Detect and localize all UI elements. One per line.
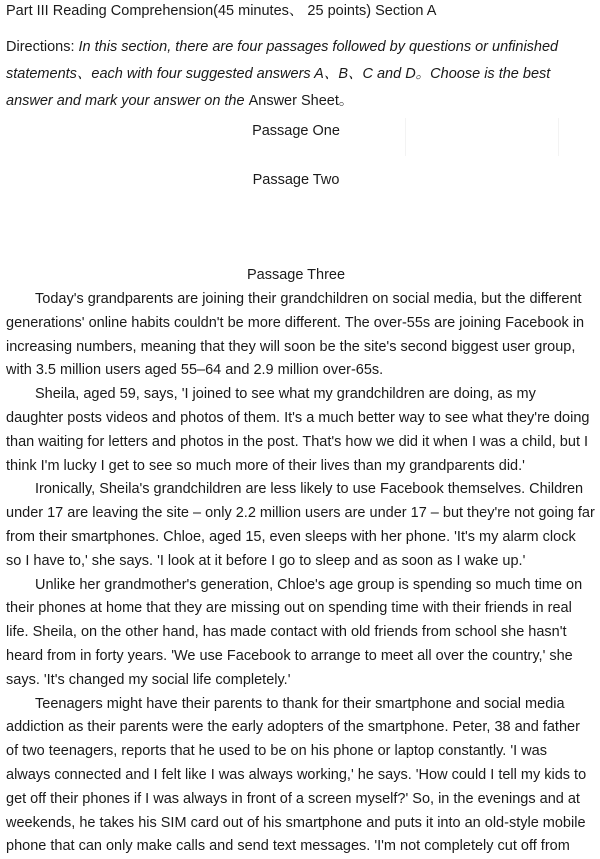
paragraph: Unlike her grandmother's generation, Chloe's age group is spending so much time on their phones at home that they are missing out on spending time with their friends in real life. Sheila, on the other hand, has made contact with old friends from school she hasn't heard from in forty years. 'We use Facebook to arrange to meet all over the country,' she says. 'It's changed my social life completely.' xyxy=(6,576,583,688)
answer-sheet-label: Answer Sheet xyxy=(248,93,339,109)
paragraph: Ironically, Sheila's grandchildren are less likely to use Facebook themselves. Children under 17 are leaving the site – only 2.2 million users are under 17 – but they're not going far from their smartphones. Chloe, aged 15, even sleeps with her phone. 'It's my alarm clock so I have to,' she says. 'I look at it before I go to sleep and as soon as I wake up.' xyxy=(6,481,595,569)
paragraph: Teenagers might have their parents to thank for their smartphone and social media addiction as their parents were the early adopters of the smartphone. Peter, 38 and father of two teenagers, reports that he used to be on his phone or laptop constantly. 'I was always connected and I felt like I was always working,' he says. 'How could I tell my kids to get off their phones if I was always in front of a screen myself?' So, in the evenings and at weekends, he takes his SIM card out of his smartphone and puts it into an old-style mobile phone that can only make calls and send text messages. 'I'm not completely cut off from xyxy=(6,695,587,855)
passage-three-title: Passage Three xyxy=(246,267,346,283)
passage-two-title: Passage Two xyxy=(252,172,340,188)
paragraph: Sheila, aged 59, says, 'I joined to see what my grandchildren are doing, as my daughter posts videos and photos of them. It's a much better way to see what they're doing than waiting for letters and photos in the post. That's how we did it when I was a child, but I think I'm lucky I get to see so much more of their lives than my grandparents did.' xyxy=(6,386,590,474)
directions-label: Directions: xyxy=(6,39,79,55)
passage-one-title: Passage One xyxy=(252,123,340,139)
directions-block xyxy=(6,34,594,115)
passage-three-body xyxy=(6,288,595,859)
directions-end-mark: 。 xyxy=(338,93,354,109)
blank-region xyxy=(405,118,559,156)
part-title: Part III Reading Comprehension(45 minutes、 25 points) Section A xyxy=(6,3,437,19)
directions-instruction: In this section, there are four passages followed by questions or unfinished statements、each with four suggested answers A、B、C and D。Choose is the best answer and mark your answer on the xyxy=(6,39,559,109)
paragraph: Today's grandparents are joining their grandchildren on social media, but the different generations' online habits couldn't be more different. The over-55s are joining Facebook in increasing numbers, meaning that they will soon be the site's second biggest user group, with 3.5 million users aged 55–64 and 2.9 million over-65s. xyxy=(6,291,585,379)
